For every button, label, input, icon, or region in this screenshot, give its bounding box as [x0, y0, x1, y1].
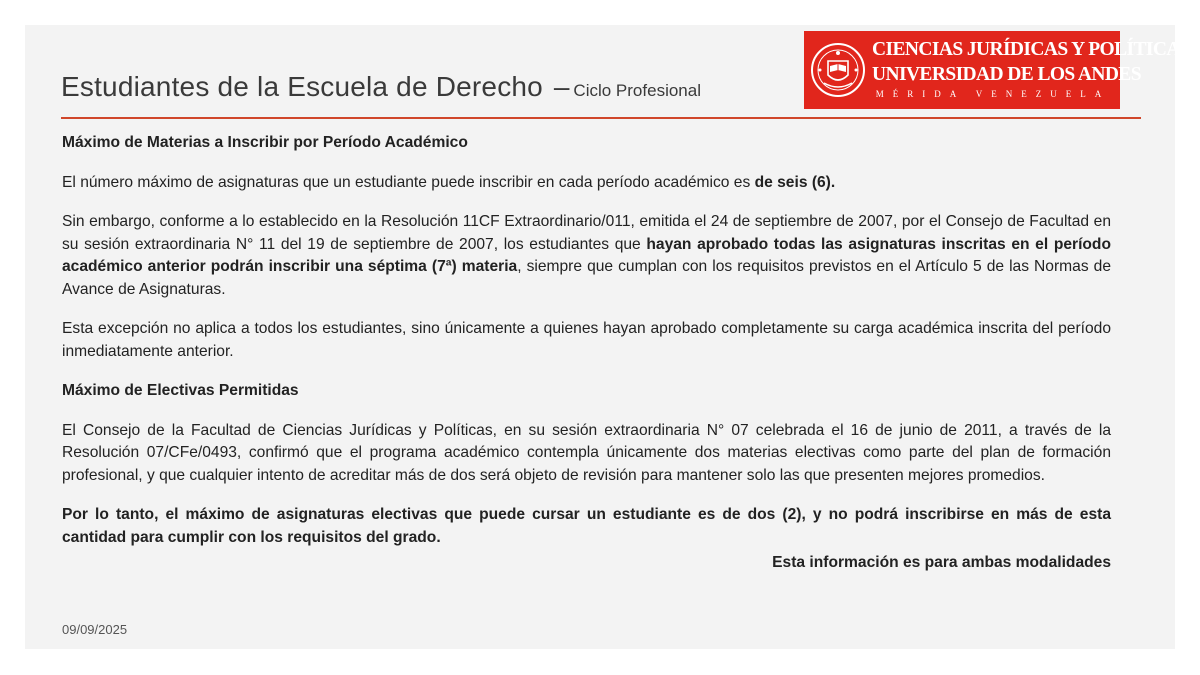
main-content	[62, 132, 1111, 575]
paragraph-text: El número máximo de asignaturas que un estudiante puede inscribir en cada período académico es	[62, 173, 755, 191]
paragraph-text: Sin embargo, conforme a lo establecido en la Resolución 11CF Extraordinario/011, emitida el 24 de septiembre de 2007, por el Consejo de Facultad en su sesión extraordinaria N° 11 del 19 de septiembre de 2007, los estudiantes que	[62, 213, 1111, 253]
footer-date: 09/09/2025	[62, 622, 128, 637]
paragraph-electives-conclusion: Por lo tanto, el máximo de asignaturas electivas que puede cursar un estudiante es de dos (2), y no podrá inscribirse en más de esta cantidad para cumplir con los requisitos del grado.	[62, 506, 1111, 546]
paragraph-text: , siempre que cumplan con los requisitos previstos en el Artículo 5 de las Normas de Avance de Asignaturas.	[62, 258, 1111, 298]
logo-faculty-name: CIENCIAS JURÍDICAS Y POLÍTICAS	[872, 39, 1191, 60]
paragraph-emphasis: de seis (6).	[754, 173, 836, 191]
section-heading-max-subjects: Máximo de Materias a Inscribir por Período Académico	[62, 134, 468, 151]
header-divider	[61, 117, 1141, 119]
slide	[25, 25, 1191, 649]
title-separator: –	[553, 71, 570, 102]
section-heading-electives: Máximo de Electivas Permitidas	[62, 382, 299, 399]
title-subtitle: Ciclo Profesional	[573, 81, 701, 100]
paragraph-max-subjects	[62, 172, 1111, 195]
paragraph-resolution	[62, 211, 1111, 301]
paragraph-exception: Esta excepción no aplica a todos los estudiantes, sino únicamente a quienes hayan aprobado completamente su carga académica inscrita del período inmediatamente anterior.	[62, 320, 1111, 360]
paragraph-emphasis: hayan aprobado todas las asignaturas inscritas en el período académico anterior podrán inscribir una séptima (7ª) materia	[62, 235, 1111, 275]
university-seal-icon	[810, 39, 866, 101]
modalities-note: Esta información es para ambas modalidades	[772, 554, 1111, 571]
paragraph-electives-council: El Consejo de la Facultad de Ciencias Jurídicas y Políticas, en su sesión extraordinaria N° 07 celebrada el 16 de junio de 2011, a través de la Resolución 07/CFe/0493, confirmó que el programa académico contempla únicamente dos materias electivas como parte del plan de formación profesional, y que cualquier intento de acreditar más de dos será objeto de revisión para mantener solo las que presenten mejores promedios.	[62, 421, 1111, 484]
title-main: Estudiantes de la Escuela de Derecho	[61, 71, 543, 102]
page-title	[61, 67, 701, 104]
logo-university-name: UNIVERSIDAD DE LOS ANDES	[872, 64, 1141, 85]
faculty-logo	[804, 31, 1191, 109]
logo-location: MÉRIDA VENEZUELA	[875, 89, 1111, 99]
